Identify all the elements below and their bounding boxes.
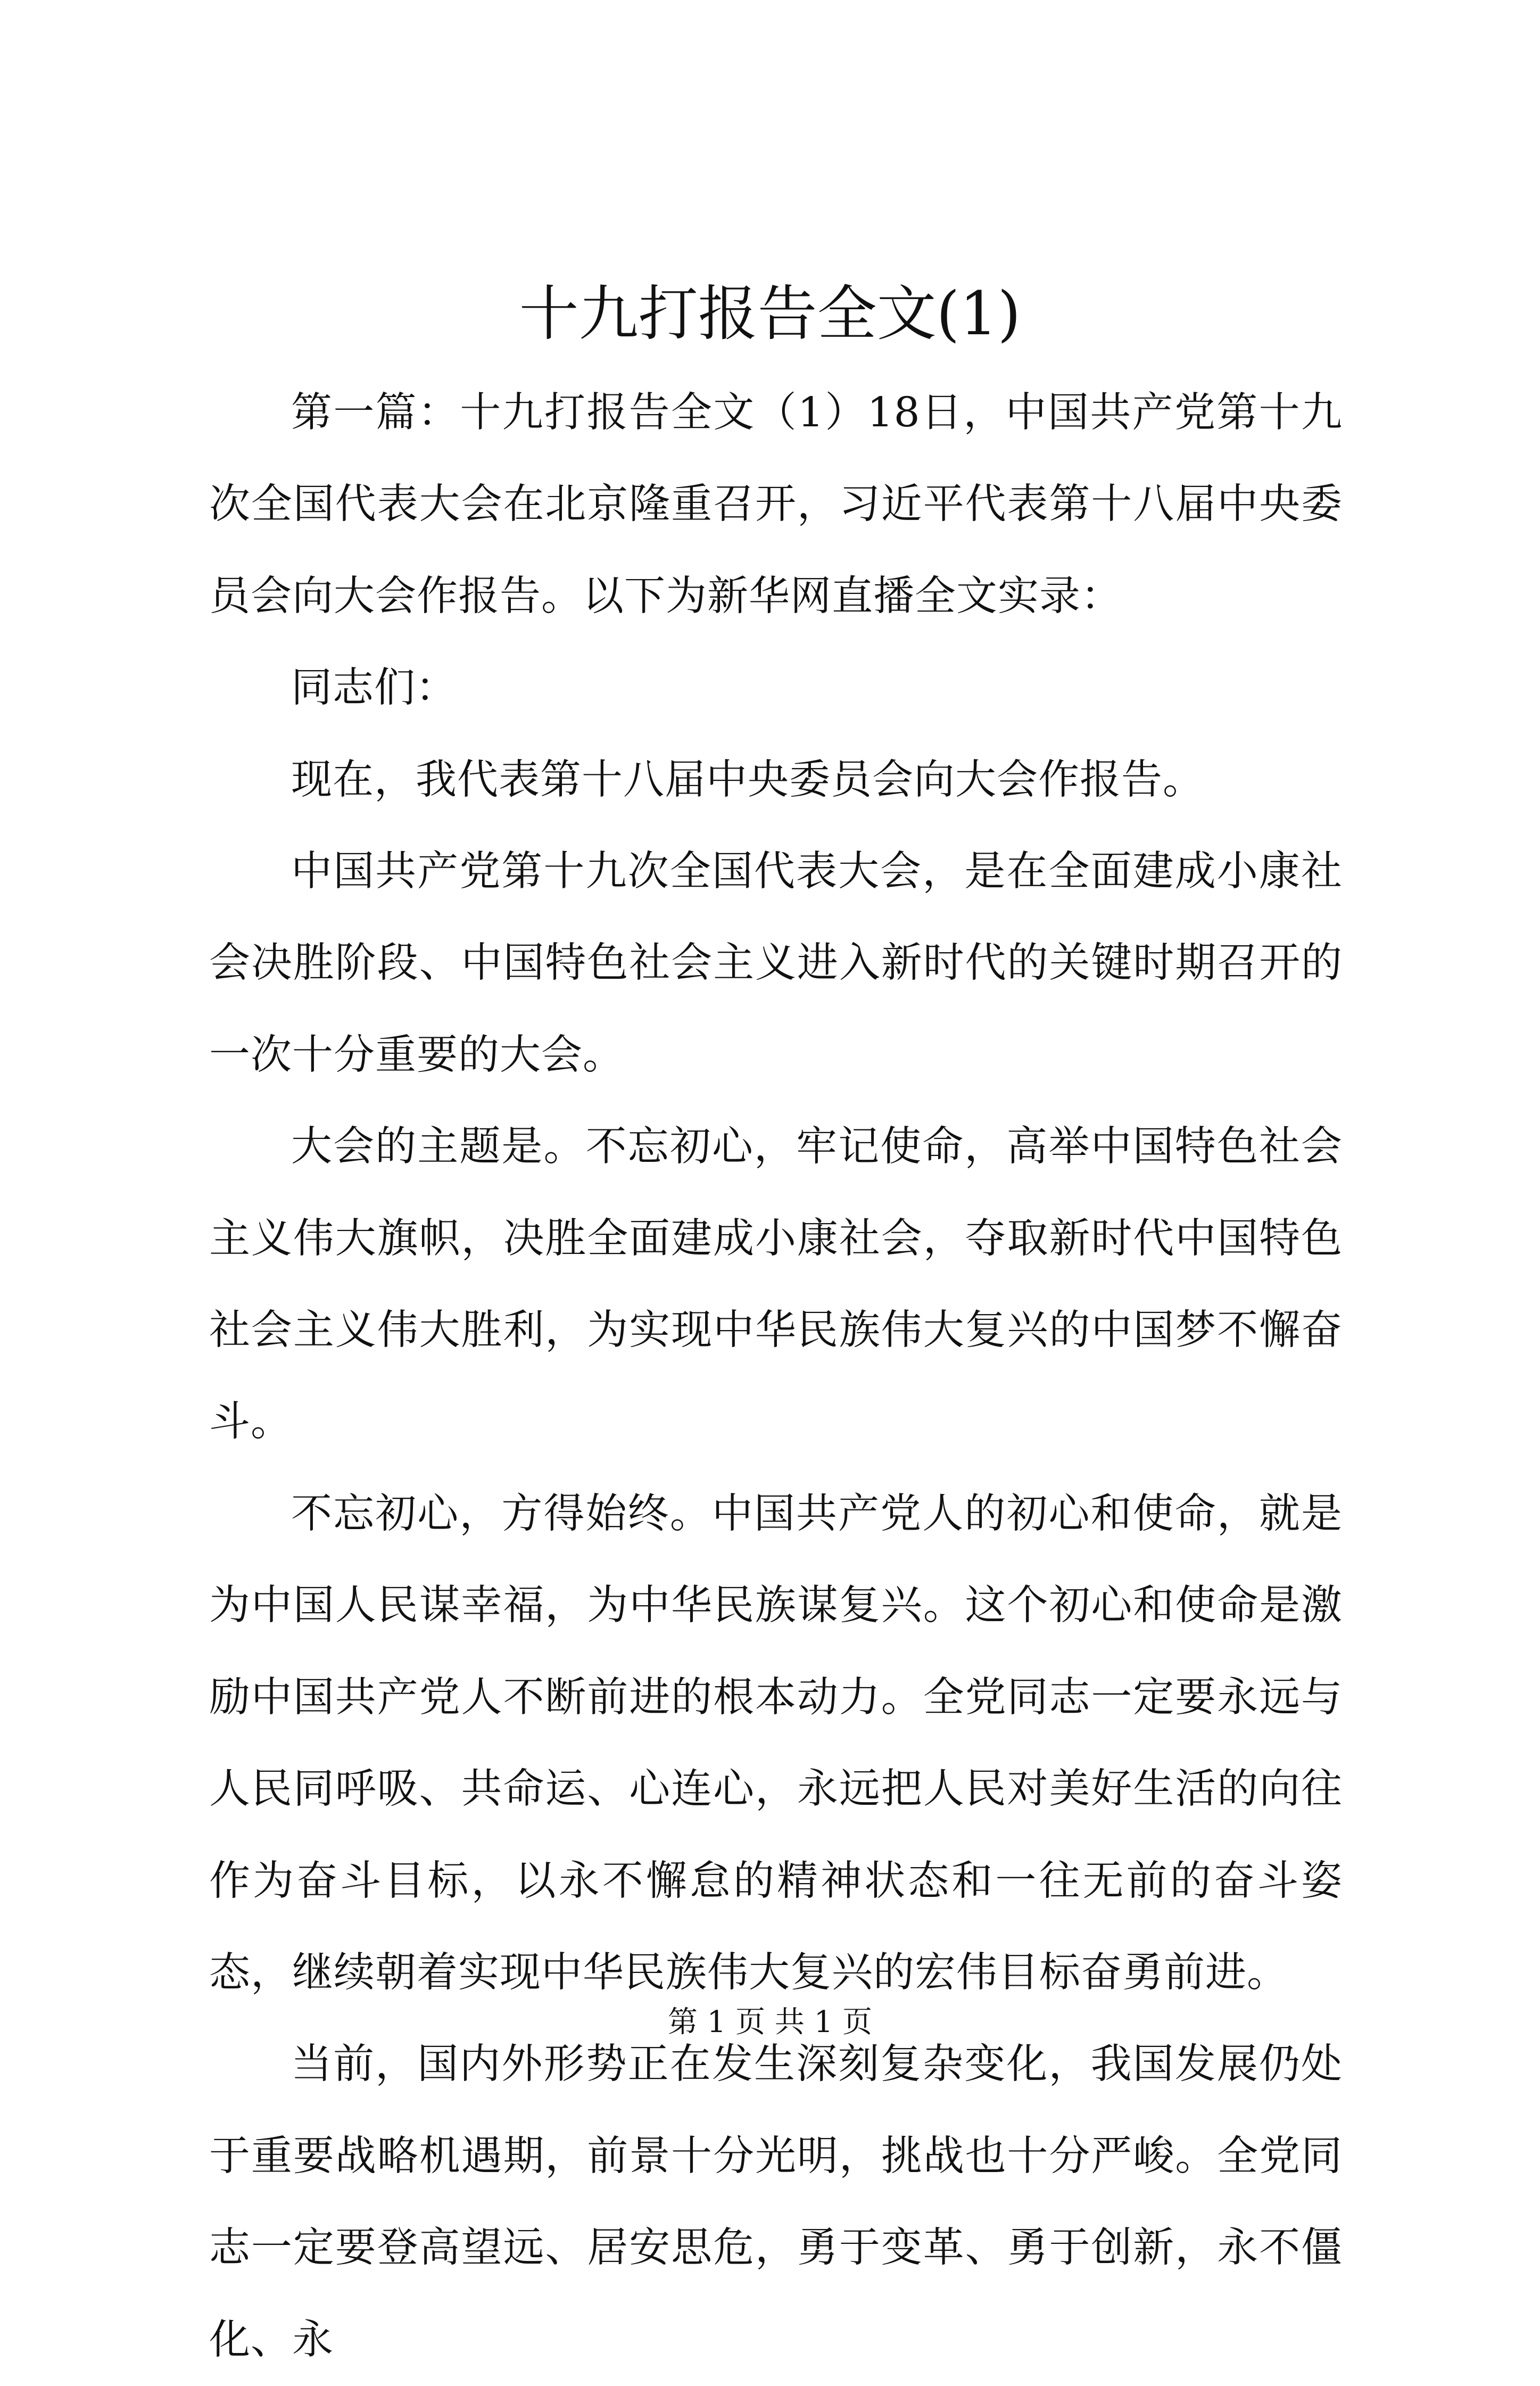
document-body [209, 367, 1343, 2386]
paragraph-situation: 当前，国内外形势正在发生深刻复杂变化，我国发展仍处于重要战略机遇期，前景十分光明，挑战也十分严峻。全党同志一定要登高望远、居安思危，勇于变革、勇于创新，永不僵化、永 [209, 2041, 1343, 2364]
paragraph-original-aspiration: 不忘初心，方得始终。中国共产党人的初心和使命，就是为中国人民谋幸福，为中华民族谋复兴。这个初心和使命是激励中国共产党人不断前进的根本动力。全党同志一定要永远与人民同呼吸、共命运、心连心，永远把人民对美好生活的向往作为奋斗目标，以永不懈怠的精神状态和一往无前的奋斗姿态，继续朝着实现中华民族伟大复兴的宏伟目标奋勇前进。 [209, 1490, 1343, 1996]
paragraph-intro: 第一篇：十九打报告全文（1）18日，中国共产党第十九次全国代表大会在北京隆重召开，习近平代表第十八届中央委员会向大会作报告。以下为新华网直播全文实录： [209, 389, 1343, 620]
paragraph-theme: 大会的主题是。不忘初心，牢记使命，高举中国特色社会主义伟大旗帜，决胜全面建成小康社会，夺取新时代中国特色社会主义伟大胜利，为实现中华民族伟大复兴的中国梦不懈奋斗。 [209, 1123, 1343, 1446]
page-number-footer: 第 1 页 共 1 页 [667, 2005, 873, 2040]
paragraph-opening: 现在，我代表第十八届中央委员会向大会作报告。 [291, 756, 1204, 804]
paragraph-salutation: 同志们： [291, 664, 457, 712]
document-title: 十九打报告全文(1) [519, 279, 1021, 349]
paragraph-congress: 中国共产党第十九次全国代表大会，是在全面建成小康社会决胜阶段、中国特色社会主义进入新时代的关键时期召开的一次十分重要的大会。 [209, 848, 1343, 1079]
